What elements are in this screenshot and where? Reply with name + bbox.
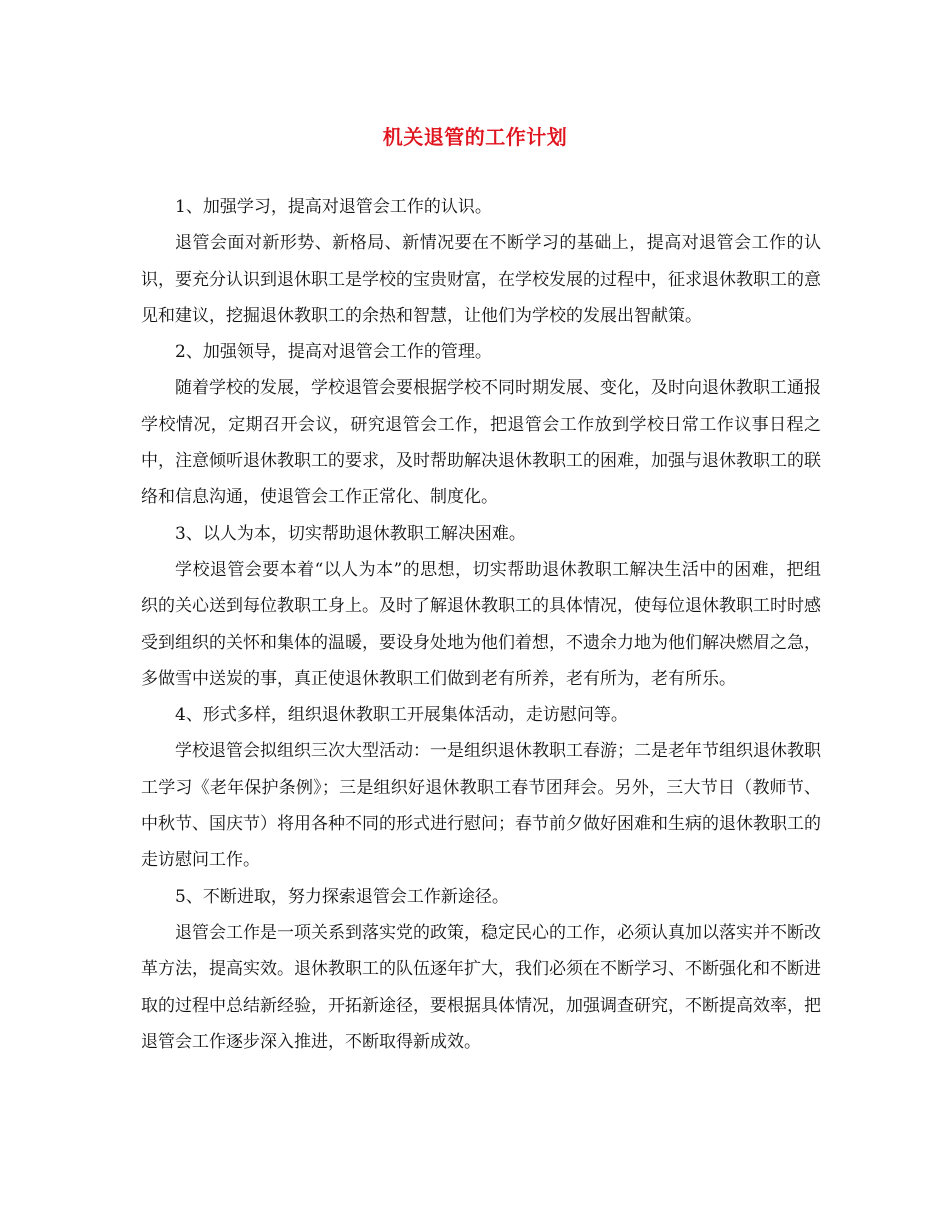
document-title: 机关退管的工作计划 [382,125,568,149]
section-heading-3: 3、以人为本，切实帮助退休教职工解决困难。 [175,523,526,544]
section-body-1: 退管会面对新形势、新格局、新情况要在不断学习的基础上，提高对退管会工作的认识，要充分认识到退休职工是学校的宝贵财富，在学校发展的过程中，征求退休教职工的意见和建议，挖掘退休教职工的余热和智慧，让他们为学校的发展出智献策。 [141,233,821,326]
document-body [141,189,821,1060]
section-body-2: 随着学校的发展，学校退管会要根据学校不同时期发展、变化，及时向退休教职工通报学校情况，定期召开会议，研究退管会工作，把退管会工作放到学校日常工作议事日程之中，注意倾听退休教职工的要求，及时帮助解决退休教职工的困难，加强与退休教职工的联络和信息沟通，使退管会工作正常化、制度化。 [141,378,821,508]
section-heading-5: 5、不断进取，努力探索退管会工作新途径。 [175,886,509,907]
section-heading-4: 4、形式多样，组织退休教职工开展集体活动，走访慰问等。 [175,705,628,726]
section-body-4: 学校退管会拟组织三次大型活动：一是组织退休教职工春游；二是老年节组织退休教职工学习《老年保护条例》；三是组织好退休教职工春节团拜会。另外，三大节日（教师节、中秋节、国庆节）将用各种不同的形式进行慰问；春节前夕做好困难和生病的退休教职工的走访慰问工作。 [141,741,821,871]
section-body-5: 退管会工作是一项关系到落实党的政策，稳定民心的工作，必须认真加以落实并不断改革方法，提高实效。退休教职工的队伍逐年扩大，我们必须在不断学习、不断强化和不断进取的过程中总结新经验，开拓新途径，要根据具体情况，加强调查研究，不断提高效率，把退管会工作逐步深入推进，不断取得新成效。 [141,922,821,1052]
section-heading-1: 1、加强学习，提高对退管会工作的认识。 [175,197,492,217]
section-heading-2: 2、加强领导，提高对退管会工作的管理。 [175,342,492,363]
section-body-3: 学校退管会要本着“以人为本”的思想，切实帮助退休教职工解决生活中的困难，把组织的关心送到每位教职工身上。及时了解退休教职工的具体情况，使每位退休教职工时时感受到组织的关怀和集体的温暖，要设身处地为他们着想，不遗余力地为他们解决燃眉之急，多做雪中送炭的事，真正使退休教职工们做到老有所养，老有所为，老有所乐。 [141,559,821,689]
